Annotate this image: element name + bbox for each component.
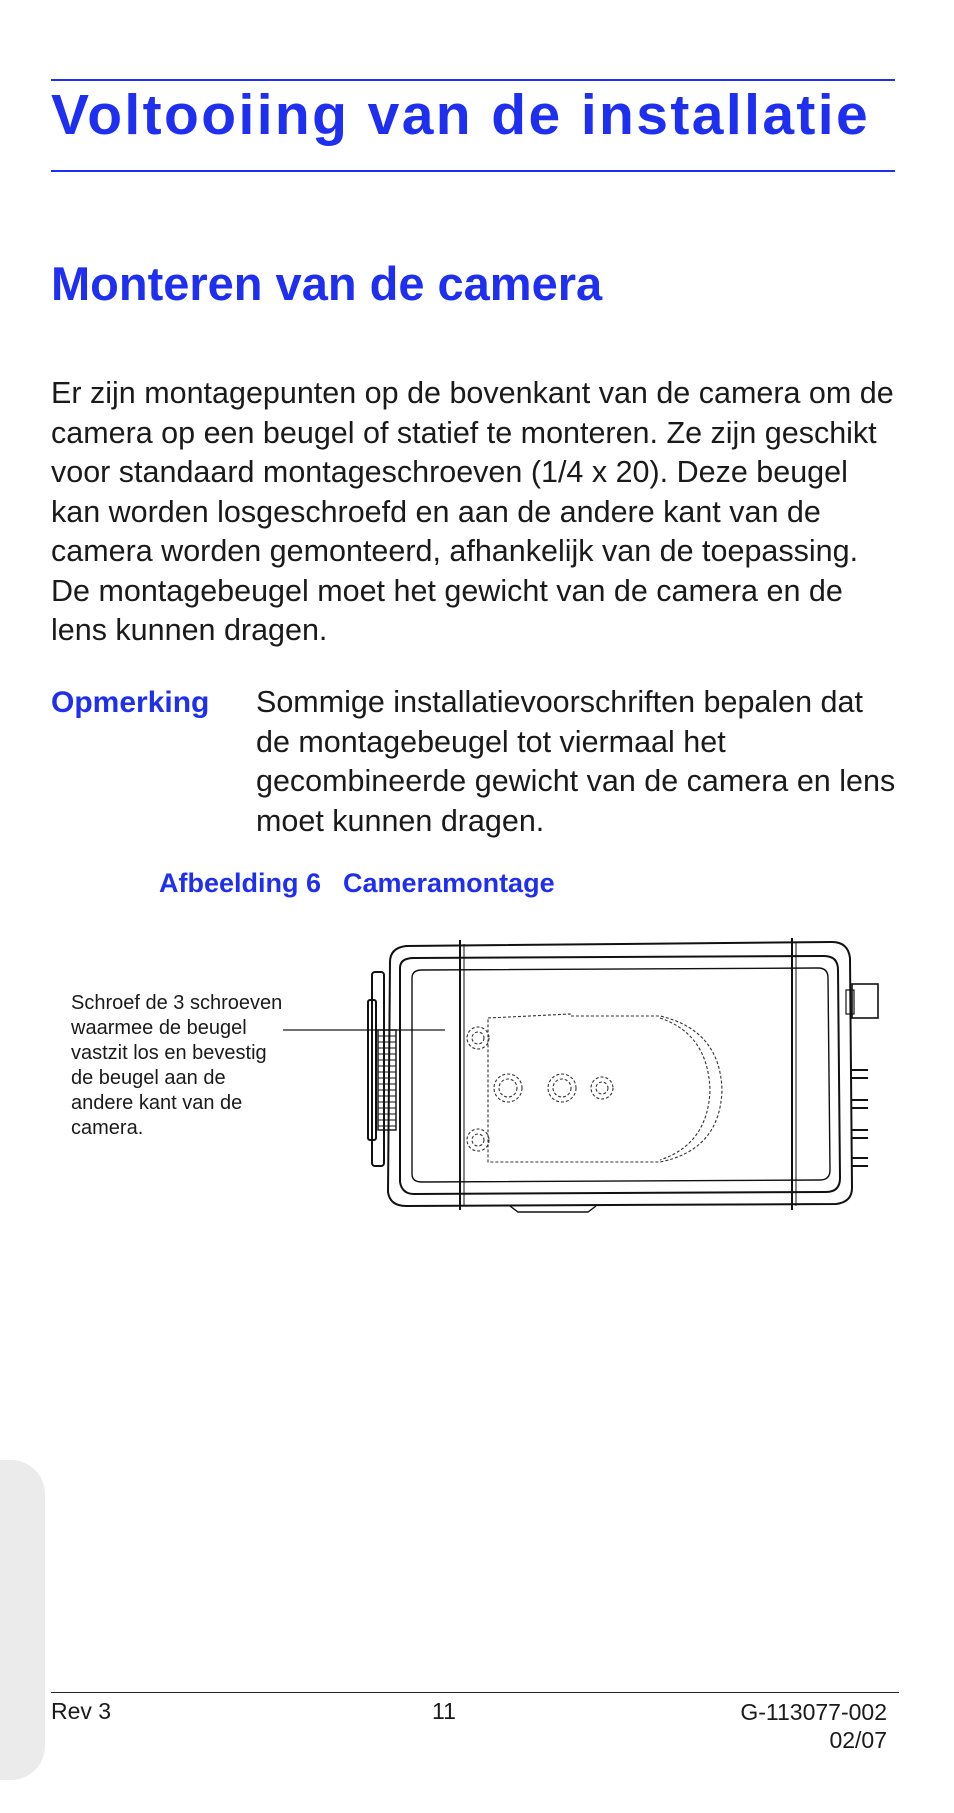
body-paragraph: Er zijn montagepunten op de bovenkant van de camera om de camera op een beugel of statief te monteren. Ze zijn geschikt voor standaard montageschroeven (1/4 x 20). Deze beugel kan worden losgeschroefd en aan de andere kant van de camera worden gemonteerd, afhankelijk van de toepassing. De montagebeugel moet het gewicht van de camera en de lens kunnen dragen. <box>51 376 894 647</box>
title-top-rule <box>51 79 895 81</box>
footer-document-info <box>740 1698 887 1754</box>
note-text: Sommige installatievoorschriften bepalen dat de montagebeugel tot viermaal het gecombineerde gewicht van de camera en lens moet kunnen dragen. <box>256 685 896 838</box>
camera-top-view-illustration <box>360 930 880 1230</box>
footer-date: 02/07 <box>829 1727 887 1753</box>
figure-caption <box>159 868 555 899</box>
page-title: Voltooiing van de installatie <box>51 83 871 147</box>
section-title: Monteren van de camera <box>51 257 603 310</box>
footer-revision: Rev 3 <box>51 1698 112 1724</box>
footer-document-number: G-113077-002 <box>740 1699 887 1725</box>
note-label: Opmerking <box>51 686 210 719</box>
figure-callout: Schroef de 3 schroeven waarmee de beugel vastzit los en bevestig de beugel aan de andere kant van de camera. <box>71 992 283 1139</box>
figure-label: Afbeelding 6 <box>159 868 322 898</box>
figure-title: Cameramontage <box>343 868 555 898</box>
footer-rule <box>51 1692 899 1693</box>
footer-page-number: 11 <box>432 1698 456 1724</box>
title-bottom-rule <box>51 170 895 172</box>
side-thumb-tab <box>0 1460 45 1780</box>
